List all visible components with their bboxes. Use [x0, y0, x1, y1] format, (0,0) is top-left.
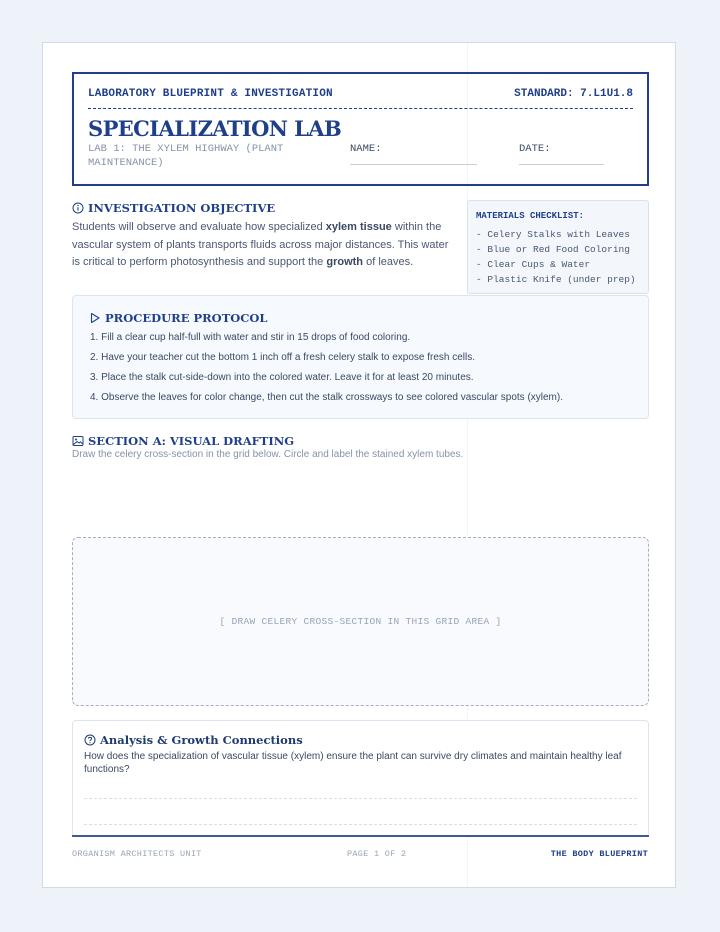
blueprint-label: LABORATORY BLUEPRINT & INVESTIGATION [88, 88, 333, 100]
answer-line[interactable] [84, 824, 637, 825]
materials-item: - Clear Cups & Water [476, 259, 591, 270]
worksheet-page [42, 42, 676, 888]
grid-placeholder: [ DRAW CELERY CROSS-SECTION IN THIS GRID AREA ] [219, 616, 502, 627]
analysis-heading: Analysis & Growth Connections [100, 733, 303, 747]
footer-divider [72, 835, 649, 837]
question-icon [84, 734, 96, 746]
objective-text: Students will observe and evaluate how specialized xylem tissue within the vascular system of plants transports fluids across major distances. This water is critical to perform photosynthesis and support the growth of leaves. [72, 221, 449, 268]
info-icon [72, 202, 84, 214]
materials-item: - Blue or Red Food Coloring [476, 244, 630, 255]
image-icon [72, 435, 84, 447]
date-label: DATE: [519, 143, 551, 155]
materials-item: - Celery Stalks with Leaves [476, 229, 630, 240]
section-a-instructions: Draw the celery cross-section in the grid below. Circle and label the stained xylem tubes. [72, 449, 464, 460]
footer-page-number: PAGE 1 OF 2 [347, 849, 407, 859]
footer-brand: THE BODY BLUEPRINT [550, 849, 648, 859]
procedure-step: 1. Fill a clear cup half-full with water and stir in 15 drops of food coloring. [90, 332, 411, 343]
footer-unit: ORGANISM ARCHITECTS UNIT [72, 849, 202, 859]
lab-subtitle: LAB 1: THE XYLEM HIGHWAY (PLANT MAINTENANCE) [88, 143, 284, 169]
procedure-step: 2. Have your teacher cut the bottom 1 inch off a fresh celery stalk to expose fresh cells. [90, 352, 476, 363]
materials-checklist [467, 200, 649, 294]
section-a-heading-row [72, 434, 294, 448]
answer-line[interactable] [84, 798, 637, 799]
materials-title: MATERIALS CHECKLIST: [476, 211, 585, 221]
standard-label: STANDARD: 7.L1U1.8 [514, 88, 633, 100]
procedure-heading-row [89, 311, 268, 325]
term-growth: growth [326, 256, 364, 268]
analysis-question: How does the specialization of vascular tissue (xylem) ensure the plant can survive dry climates and maintain healthy leaf functions? [84, 751, 622, 775]
name-field-line[interactable] [350, 164, 477, 165]
analysis-panel [72, 720, 649, 837]
drawing-grid-area[interactable] [72, 537, 649, 706]
procedure-step: 4. Observe the leaves for color change, then cut the stalk crossways to see colored vascular spots (xylem). [90, 392, 563, 403]
page-title: SPECIALIZATION LAB [88, 116, 342, 141]
section-a-heading: SECTION A: VISUAL DRAFTING [88, 434, 295, 448]
header-box [72, 72, 649, 186]
objective-heading-row [72, 201, 275, 215]
play-icon [89, 312, 101, 324]
name-label: NAME: [350, 143, 382, 155]
date-field-line[interactable] [519, 164, 604, 165]
procedure-panel [72, 295, 649, 419]
analysis-heading-row [84, 733, 303, 747]
objective-heading: INVESTIGATION OBJECTIVE [88, 201, 276, 215]
procedure-heading: PROCEDURE PROTOCOL [105, 311, 268, 325]
term-xylem-tissue: xylem tissue [325, 221, 392, 233]
procedure-step: 3. Place the stalk cut-side-down into the colored water. Leave it for at least 20 minutes. [90, 372, 474, 383]
materials-item: - Plastic Knife (under prep) [476, 274, 636, 285]
header-divider [88, 108, 633, 109]
